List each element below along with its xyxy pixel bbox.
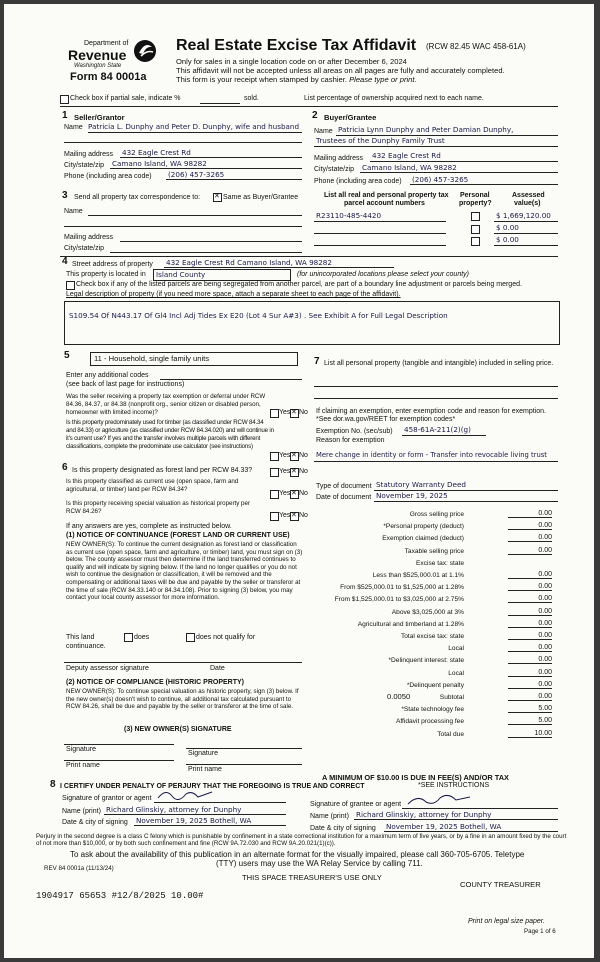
buyer-city-label: City/state/zip	[314, 166, 355, 173]
section-7-number: 7	[314, 356, 320, 367]
personal-property-checkbox-2[interactable]	[471, 225, 480, 234]
rcw-reference: (RCW 82.45 WAC 458-61A)	[426, 42, 526, 51]
state-line: Washington State	[74, 63, 122, 69]
tax-row-label: *State technology fee	[401, 706, 464, 714]
grantee-signature-label: Signature of grantee or agent	[310, 801, 402, 808]
parcel-col-header-2b: property?	[459, 200, 492, 207]
assessed-value-2[interactable]: $ 0.00	[496, 223, 519, 232]
s6-q1-no-label: No	[299, 468, 308, 475]
certify-statement: I CERTIFY UNDER PENALTY OF PERJURY THAT THE FOREGOING IS TRUE AND CORRECT	[60, 783, 365, 790]
s5-q2-yes-checkbox[interactable]	[270, 452, 279, 461]
tax-row-amount[interactable]: 0.00	[508, 534, 552, 542]
tax-row-label: Local	[448, 669, 464, 677]
new-owner-signature-heading: (3) NEW OWNER(S) SIGNATURE	[124, 726, 232, 733]
s3-name-label: Name	[64, 208, 83, 215]
s6-q3-yes-label: Yes	[279, 512, 291, 519]
s6-q2-no-label: No	[299, 490, 308, 497]
parcel-col-header-2: Personal	[460, 192, 490, 199]
tax-row-amount[interactable]: 0.00	[508, 644, 552, 652]
s6-q3-no-checkbox[interactable]	[290, 512, 299, 521]
tax-row-label: Subtotal	[439, 694, 464, 701]
tax-row-label: Less than $525,000.01 at 1.1%	[372, 572, 464, 579]
treasurer-use-only: THIS SPACE TREASURER'S USE ONLY	[242, 873, 382, 882]
section-1-number: 1	[62, 110, 68, 121]
exemption-no-field[interactable]: 458-61A-211(2)(g)	[404, 425, 471, 434]
deputy-date-label: Date	[210, 665, 225, 672]
signature-2-label: Signature	[188, 750, 218, 757]
notice-1-title: (1) NOTICE OF CONTINUANCE (FOREST LAND OR CURRENT USE)	[66, 532, 290, 539]
ownership-note: List percentage of ownership acquired next to each name.	[304, 95, 484, 102]
tax-row-amount[interactable]: 0.00	[508, 522, 552, 530]
dept-line: Department of	[84, 40, 129, 47]
tax-row-amount[interactable]: 0.00	[508, 620, 552, 628]
header-note-2: This affidavit will not be accepted unless all areas on all pages are fully and accurately completed.	[176, 66, 505, 75]
s6-q1-yes-label: Yes	[279, 468, 291, 475]
unincorporated-note: (for unincorporated locations please select your county)	[297, 271, 469, 278]
s5-q2-yes-label: Yes	[279, 452, 291, 459]
s5-q1-yes-checkbox[interactable]	[270, 409, 279, 418]
tax-row-label: Taxable selling price	[404, 547, 464, 555]
seller-city-field[interactable]: Camano Island, WA 98282	[112, 159, 207, 168]
same-as-buyer-label: Same as Buyer/Grantee	[223, 194, 299, 201]
county-select[interactable]	[153, 269, 291, 281]
parcel-col-header-3b: value(s)	[514, 200, 541, 207]
buyer-phone-label: Phone (including area code)	[314, 178, 402, 185]
s5-q2-no-checkbox[interactable]	[290, 452, 299, 461]
parcel-number-1[interactable]: R23110-485-4420	[316, 211, 382, 220]
minimum-due-note: A MINIMUM OF $10.00 IS DUE IN FEE(S) AND/OR TAX	[322, 773, 509, 782]
cashier-stamp: 1904917 65653 #12/8/2025 10.00#	[36, 891, 204, 901]
located-label: This property is located in	[66, 271, 146, 278]
timber-question: Is this property predominately used for timber (as classified under RCW 84.34 and 84.33) or agriculture (as classified under RCW 84.34.020) and will continue in it's current use? If yes and the transfer involves multiple parcels with different classifications, complete the predominate use calculator (see instructions)	[66, 419, 274, 450]
seller-heading: Seller/Grantor	[74, 113, 125, 122]
s5-q1-no-label: No	[299, 409, 308, 416]
partial-sale-label: Check box if partial sale, indicate %	[70, 95, 181, 102]
tax-row-label: Local	[448, 645, 464, 653]
print-name-1-label: Print name	[66, 762, 100, 769]
section-4-number: 4	[62, 256, 68, 267]
section-3-number: 3	[62, 190, 68, 201]
header-note-1: Only for sales in a single location code on or after December 6, 2024	[176, 57, 407, 66]
tax-row-label: Gross selling price	[409, 511, 464, 518]
legal-description-label: Legal description of property (if you need more space, attach a separate sheet to each page of the affidavit).	[66, 291, 401, 298]
seller-name-field[interactable]: Patricia L. Dunphy and Peter D. Dunphy, wife and husband	[88, 122, 300, 131]
doc-date-field[interactable]: November 19, 2025	[376, 491, 448, 500]
boundary-label: Check box if any of the listed parcels are being segregated from another parcel, are part of a boundary line adjustment or parcels being merged.	[76, 281, 522, 288]
page-number: Page 1 of 6	[524, 928, 556, 935]
buyer-name-label: Name	[314, 128, 333, 135]
s5-q1-yes-label: Yes	[279, 409, 291, 416]
tax-row-amount[interactable]: 0.00	[508, 608, 552, 616]
s5-q1-no-checkbox[interactable]	[290, 409, 299, 418]
grantor-date-field[interactable]: November 19, 2025 Bothell, WA	[136, 816, 252, 825]
grantee-date-field[interactable]: November 19, 2025 Bothell, WA	[386, 822, 502, 831]
personal-property-label: List all personal property (tangible and intangible) included in selling price.	[324, 360, 554, 367]
tax-row-amount[interactable]: 10.00	[508, 730, 552, 738]
tax-row-label: *Delinquent penalty	[406, 681, 464, 689]
if-yes-note: If any answers are yes, complete as instructed below.	[66, 523, 232, 530]
s3-mailing-label: Mailing address	[64, 234, 114, 241]
tax-row-amount[interactable]: 0.00	[508, 547, 552, 555]
notice-1-text: NEW OWNER(S): To continue the current designation as forest land or classification as current use (open space, farm and agriculture, or timber) land, you must sign on (3) below. The county assessor must then determine if the land transferred continues to qualify and will indicate by signing below. If the land no longer qualifies or you do not wish to continue the designation or classification, it will be removed and the compensating or additional taxes will be due and payable by the seller or transferor at the time of sale (RCW 84.33.140 or 84.34.108). Prior to signing (3) below, you may contact your local county assessor for more information.	[66, 541, 303, 602]
parcel-col-header-3: Assessed	[512, 192, 545, 199]
street-address-field[interactable]: 432 Eagle Crest Rd Camano Island, WA 98282	[166, 258, 332, 267]
buyer-city-field[interactable]: Camano Island, WA 98282	[362, 163, 457, 172]
print-name-2-label: Print name	[188, 766, 222, 773]
buyer-mailing-field[interactable]: 432 Eagle Crest Rd	[372, 151, 441, 160]
current-use-question: Is this property classified as current use (open space, farm and agricultural, or timber) land per RCW 84.34?	[66, 478, 239, 493]
tax-row-label: From $1,525,000.01 to $3,025,000 at 2.75%	[334, 596, 464, 604]
parcel-col-header-1: List all real and personal property tax	[324, 192, 449, 199]
reason-field[interactable]: Mere change in identity or form - Transfer into revocable living trust	[316, 451, 547, 459]
tax-row-amount[interactable]: 5.00	[508, 705, 552, 713]
tax-row-label: *Personal property (deduct)	[383, 523, 464, 531]
grantor-signature-label: Signature of grantor or agent	[62, 795, 152, 802]
seller-mailing-label: Mailing address	[64, 151, 114, 158]
land-use-code-select[interactable]	[90, 352, 298, 366]
tax-row-amount[interactable]: 0.00	[508, 656, 552, 664]
tax-row-amount[interactable]: 0.00	[508, 681, 552, 689]
tax-row-amount[interactable]: 0.00	[508, 669, 552, 677]
tax-row-amount[interactable]: 0.00	[508, 632, 552, 640]
legal-description-text: S109.54 Of N443.17 Of Gl4 Incl Adj Tides Ex E20 (Lot 4 Sur A#3) . See Exhibit A for Full Legal Description	[69, 311, 448, 320]
partial-sale-checkbox[interactable]	[60, 95, 69, 104]
deputy-signature-label: Deputy assessor signature	[66, 665, 149, 672]
s6-q2-yes-label: Yes	[279, 490, 291, 497]
land-does-label: does	[134, 634, 150, 641]
county-treasurer: COUNTY TREASURER	[460, 880, 541, 889]
parcel-col-header-1b: parcel account numbers	[344, 200, 425, 207]
tax-row-label: Total excise tax: state	[400, 633, 464, 640]
tax-row-amount[interactable]: 0.00	[508, 595, 552, 603]
signature-1-label: Signature	[66, 746, 96, 753]
header-note-3: This form is your receipt when stamped by cashier. Please type or print.	[176, 75, 417, 84]
form-number: Form 84 0001a	[70, 71, 147, 83]
buyer-phone-field[interactable]: (206) 457-3265	[412, 175, 469, 184]
partial-sold: sold.	[244, 95, 259, 102]
exemption-no-label: Exemption No. (sec/sub)	[316, 428, 393, 435]
this-land-label: This land	[66, 634, 95, 641]
continuance-label: continuance.	[66, 643, 106, 650]
see-instructions-note: *SEE INSTRUCTIONS	[418, 782, 490, 789]
s3-city-label: City/state/zip	[64, 245, 105, 252]
section-2-number: 2	[312, 110, 318, 121]
seller-phone-label: Phone (including area code)	[64, 173, 152, 180]
s5-q2-no-label: No	[299, 452, 308, 459]
grantor-signature-image	[156, 788, 216, 802]
tax-row-label: Exemption claimed (deduct)	[382, 535, 464, 543]
revenue-wordmark: Revenue	[68, 47, 127, 63]
seller-exemption-question: Was the seller receiving a property tax exemption or deferral under RCW 84.36, 84.37, or 84.38 (nonprofit org., senior citizen or disabled person, homeowner with limited income)?	[66, 393, 266, 416]
grantee-date-label: Date & city of signing	[310, 825, 376, 832]
exemption-intro: If claiming an exemption, enter exemption code and reason for exemption. *See dor.wa.gov/REET for exemption codes*	[316, 408, 546, 423]
availability-line-2: (TTY) users may use the WA Relay Service by calling 711.	[216, 859, 423, 868]
reason-label: Reason for exemption	[316, 437, 385, 444]
assessed-value-1[interactable]: $ 1,669,120.00	[496, 211, 551, 220]
boundary-checkbox[interactable]	[66, 281, 75, 290]
section-8-number: 8	[50, 779, 56, 790]
tax-row-amount[interactable]: 0.00	[508, 571, 552, 579]
perjury-notice: Perjury in the second degree is a class C felony which is punishable by confinement in a state correctional institution for a maximum term of five years, or by a fine in an amount fixed by the court of not more than $10,000, or by both such confinement and fine (RCW 9A.72.030 and RCW 9A.20.021(1)(c)).	[36, 833, 567, 848]
buyer-heading: Buyer/Grantee	[324, 113, 377, 122]
legal-paper-note: Print on legal size paper.	[468, 918, 545, 925]
s6-q3-no-label: No	[299, 512, 308, 519]
form-title: Real Estate Excise Tax Affidavit	[176, 37, 417, 54]
availability-line-1: To ask about the availability of this publication in an alternate format for the visually impaired, please call 360-705-6705. Teletype	[70, 850, 525, 859]
notice-2-text: NEW OWNER(S): To continue special valuation as historic property, sign (3) below. If the new owner(s) doesn't wish to continue, all additional tax calculated pursuant to RCW 84.26, shall be due and payable by the seller or transferor at the time of sale.	[66, 688, 299, 711]
doc-type-label: Type of document	[316, 483, 372, 490]
land-does-not-checkbox[interactable]	[186, 633, 195, 642]
s6-q1-yes-checkbox[interactable]	[270, 468, 279, 477]
personal-property-checkbox-3[interactable]	[471, 237, 480, 246]
s6-q3-yes-checkbox[interactable]	[270, 512, 279, 521]
legal-description-box[interactable]	[64, 301, 560, 345]
grantor-date-label: Date & city of signing	[62, 819, 128, 826]
tax-row-label: From $525,000.01 to $1,525,000 at 1.28%	[340, 584, 464, 592]
see-back-note: (see back of last page for instructions)	[66, 381, 185, 388]
same-as-buyer-checkbox[interactable]	[213, 193, 222, 202]
s6-q2-yes-checkbox[interactable]	[270, 490, 279, 499]
tax-row-label: Agricultural and timberland at 1.28%	[357, 620, 464, 628]
tax-row-amount[interactable]: 0.00	[508, 693, 552, 701]
tax-row-label: Affidavit processing fee	[395, 718, 464, 726]
tax-row-label: *Delinquent interest: state	[388, 657, 464, 665]
doc-type-field[interactable]: Statutory Warranty Deed	[376, 480, 466, 489]
buyer-name-field[interactable]: Patricia Lynn Dunphy and Peter Damian Dunphy,	[338, 125, 514, 134]
grantee-signature-image	[404, 792, 474, 808]
doc-date-label: Date of document	[316, 494, 372, 501]
local-rate: 0.0050	[387, 692, 411, 701]
section-5-number: 5	[64, 350, 70, 361]
forest-land-question: Is this property designated as forest land per RCW 84.33?	[72, 467, 253, 474]
land-does-not-label: does not qualify for	[196, 634, 256, 641]
county-value: Island County	[156, 270, 206, 279]
grantor-name-field[interactable]: Richard Glinskiy, attorney for Dunphy	[106, 805, 242, 814]
seller-mailing-field[interactable]: 432 Eagle Crest Rd	[122, 148, 191, 157]
tax-row-amount[interactable]: 0.00	[508, 510, 552, 518]
land-does-checkbox[interactable]	[124, 633, 133, 642]
street-label: Street address of property	[72, 261, 153, 268]
affidavit-page	[4, 4, 594, 958]
personal-property-checkbox-1[interactable]	[471, 212, 480, 221]
grantee-name-label: Name (print)	[310, 813, 349, 820]
buyer-name-field-2[interactable]: Trustees of the Dunphy Family Trust	[316, 136, 445, 145]
tax-row-amount[interactable]: 0.00	[508, 583, 552, 591]
notice-2-title: (2) NOTICE OF COMPLIANCE (HISTORIC PROPERTY)	[66, 679, 244, 686]
revision-code: REV 84 0001a (11/13/24)	[44, 865, 114, 872]
seller-name-label: Name	[64, 124, 83, 131]
assessed-value-3[interactable]: $ 0.00	[496, 235, 519, 244]
seller-phone-field[interactable]: (206) 457-3265	[168, 170, 225, 179]
s6-q2-no-checkbox[interactable]	[290, 490, 299, 499]
correspondence-label: Send all property tax correspondence to:	[74, 194, 201, 201]
buyer-mailing-label: Mailing address	[314, 155, 364, 162]
historic-question: Is this property receiving special valuation as historical property per RCW 84.26?	[66, 500, 250, 515]
tax-row-label: Excise tax: state	[415, 559, 464, 567]
tax-row-amount[interactable]: 5.00	[508, 717, 552, 725]
additional-codes-label: Enter any additional codes	[66, 372, 149, 379]
grantor-name-label: Name (print)	[62, 808, 101, 815]
seller-city-label: City/state/zip	[64, 162, 105, 169]
land-use-code-value: 11 - Household, single family units	[94, 354, 210, 363]
dor-logo-icon	[132, 38, 158, 64]
tax-row-label: Total due	[437, 730, 464, 738]
s6-q1-no-checkbox[interactable]	[290, 468, 299, 477]
section-6-number: 6	[62, 462, 68, 473]
grantee-name-field[interactable]: Richard Glinskiy, attorney for Dunphy	[356, 810, 492, 819]
tax-row-label: Above $3,025,000 at 3%	[391, 608, 464, 616]
